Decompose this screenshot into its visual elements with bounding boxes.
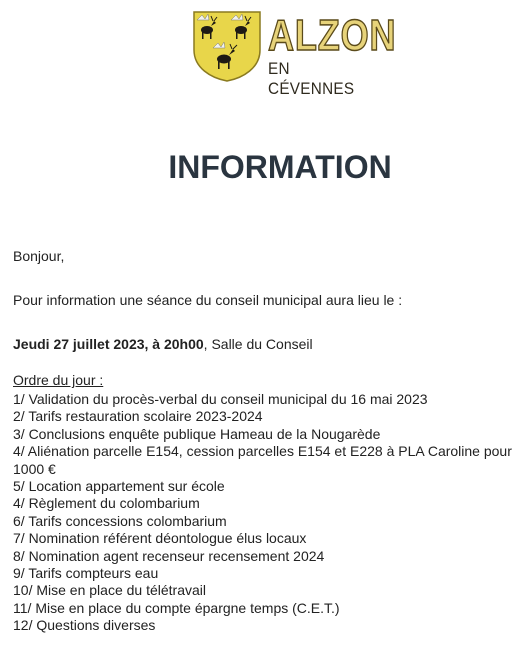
agenda-item: 10/ Mise en place du télétravail: [13, 582, 206, 599]
agenda-item: 3/ Conclusions enquête publique Hameau de la Nougarède: [13, 425, 381, 442]
agenda-item: 8/ Nomination agent recenseur recensement 2024: [13, 547, 325, 564]
agenda-item: 7/ Nomination référent déontologue élus locaux: [13, 530, 307, 547]
agenda-item: 4/ Aliénation parcelle E154, cession parcelles E154 et E228 à PLA Caroline pour 1000 €: [13, 443, 512, 477]
meeting-details: [13, 335, 518, 353]
logo-title: ALZON: [268, 11, 397, 60]
intro-paragraph: Pour information une séance du conseil municipal aura lieu le :: [13, 292, 403, 308]
agenda-item: 12/ Questions diverses: [13, 617, 156, 634]
agenda-heading: Ordre du jour :: [13, 372, 104, 388]
agenda-list: [13, 391, 518, 635]
meeting-place: , Salle du Conseil: [203, 336, 313, 352]
logo-subtitle: EN CÉVENNES: [268, 59, 355, 98]
page-title: INFORMATION: [168, 149, 392, 185]
agenda-item: 6/ Tarifs concessions colombarium: [13, 512, 227, 529]
greeting: Bonjour,: [13, 248, 65, 264]
agenda-item: 11/ Mise en place du compte épargne temps (C.E.T.): [13, 599, 340, 616]
agenda-item: 4/ Règlement du colombarium: [13, 495, 200, 512]
document-body: [13, 247, 518, 635]
agenda-item: 9/ Tarifs compteurs eau: [13, 565, 159, 582]
meeting-date-time: Jeudi 27 juillet 2023, à 20h00: [13, 336, 204, 352]
logo-wordmark: [268, 11, 397, 99]
agenda-item: 2/ Tarifs restauration scolaire 2023-2024: [13, 408, 263, 425]
header: [0, 10, 522, 98]
agenda-item: 1/ Validation du procès-verbal du conseil municipal du 16 mai 2023: [13, 391, 428, 407]
agenda-item: 5/ Location appartement sur école: [13, 478, 225, 495]
coat-of-arms-logo: [191, 10, 263, 82]
